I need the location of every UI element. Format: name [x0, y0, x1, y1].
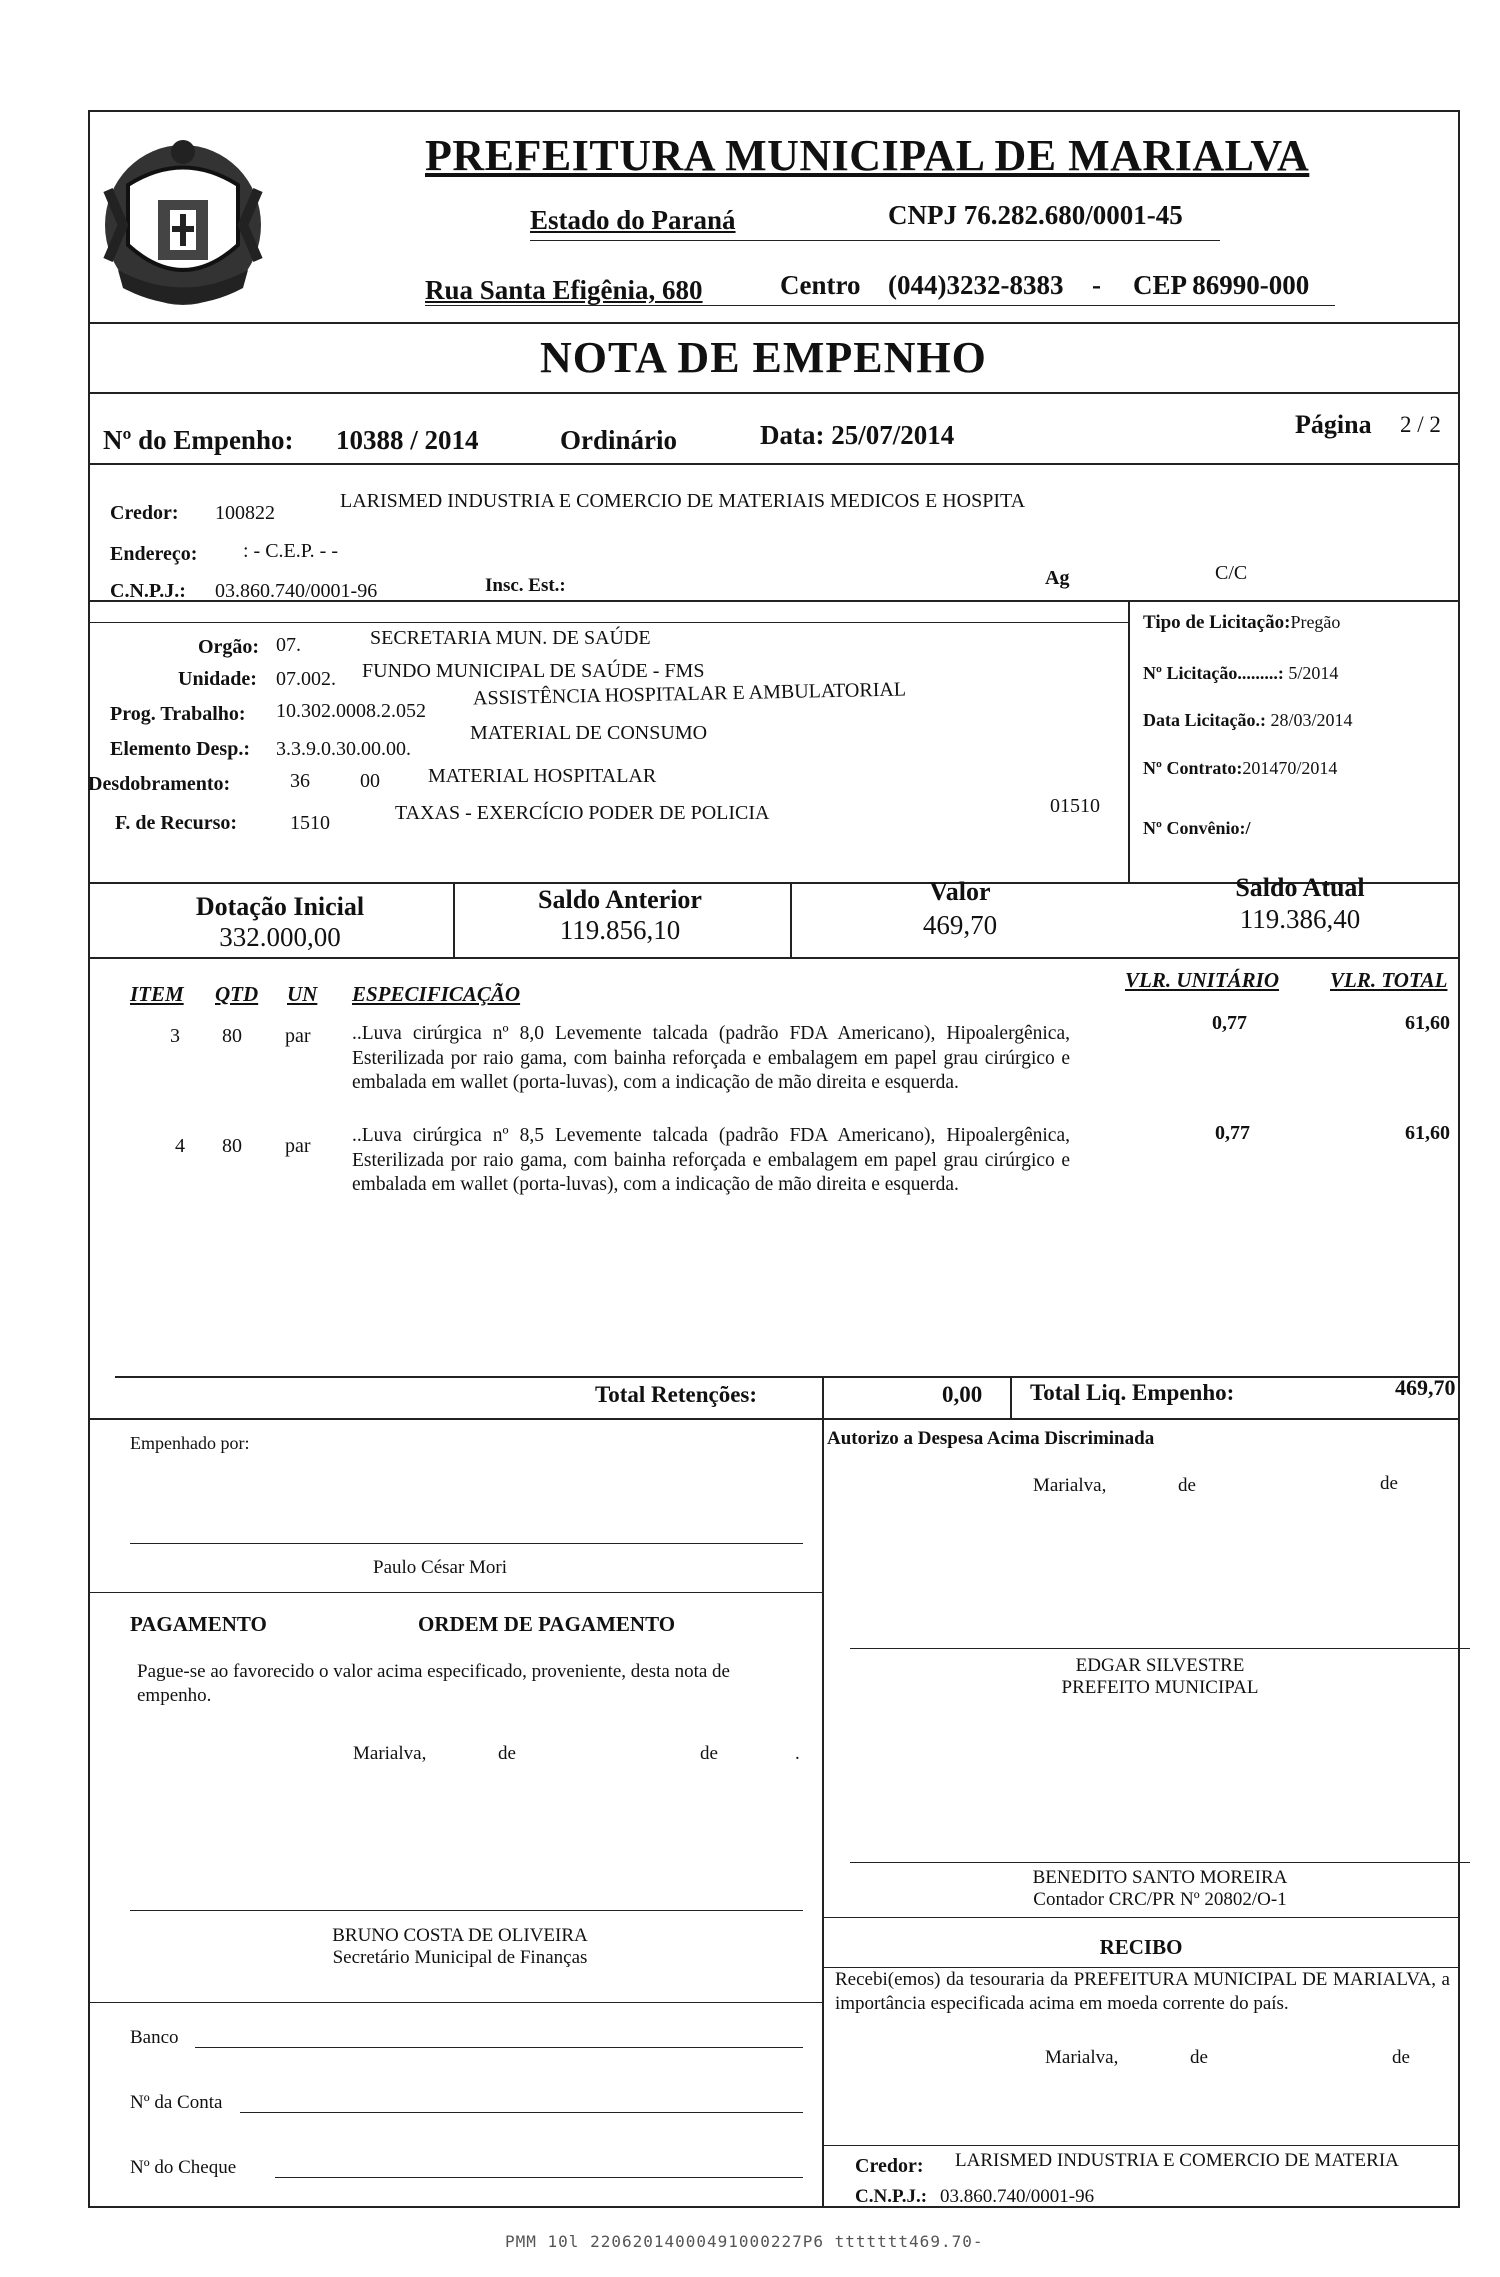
- elemento-code: 3.3.9.0.30.00.00.: [276, 738, 411, 760]
- recibo-de-2: de: [1392, 2047, 1410, 2068]
- divider-pagamento: [88, 1592, 822, 1593]
- col-valor-total: VLR. TOTAL: [1330, 968, 1448, 992]
- divider-banco: [88, 2002, 822, 2003]
- total-retencoes-value: 0,00: [942, 1382, 983, 1407]
- divider-totals-bottom: [88, 1418, 1460, 1420]
- empenhado-por-label: Empenhado por:: [130, 1433, 250, 1453]
- numero-convenio: Nº Convênio:/: [1143, 818, 1251, 838]
- item-3-unit-price: 0,77: [1212, 1012, 1247, 1034]
- credor-name: LARISMED INDUSTRIA E COMERCIO DE MATERIAIS MEDICOS E HOSPITA: [340, 490, 1026, 512]
- saldos-sep-1: [453, 882, 455, 957]
- pague-text: Pague-se ao favorecido o valor acima especificado, proveniente, desta nota de empenho.: [137, 1661, 730, 1706]
- data-licitacao-value: 28/03/2014: [1270, 710, 1353, 730]
- street-address: Rua Santa Efigênia, 680: [425, 275, 703, 305]
- ag-label: Ag: [1045, 567, 1070, 589]
- divider-saldos-bottom: [88, 957, 1460, 959]
- contador-block: [850, 1867, 1470, 1911]
- insc-est-label: Insc. Est.:: [485, 575, 566, 596]
- contador-name: BENEDITO SANTO MOREIRA: [1032, 1867, 1288, 1888]
- divider-empenho: [88, 463, 1460, 465]
- header-underline-2: [425, 305, 1335, 306]
- header-cnpj: CNPJ 76.282.680/0001-45: [888, 200, 1183, 230]
- ordem-pagamento-heading: ORDEM DE PAGAMENTO: [418, 1612, 676, 1636]
- prog-trabalho-code: 10.302.0008.2.052: [276, 700, 426, 722]
- recurso-name: TAXAS - EXERCÍCIO PODER DE POLICIA: [395, 802, 770, 824]
- prefeito-block: [850, 1655, 1470, 1699]
- state-name: Estado do Paraná: [530, 205, 736, 235]
- secretario-title: Secretário Municipal de Finanças: [332, 1947, 588, 1968]
- total-retencoes-label: Total Retenções:: [595, 1382, 758, 1407]
- district: Centro: [780, 270, 861, 300]
- cheque-line: [275, 2177, 803, 2178]
- contador-title: Contador CRC/PR Nº 20802/O-1: [1033, 1889, 1287, 1910]
- municipal-coat-of-arms-icon: [88, 130, 278, 320]
- credor-label: Credor:: [110, 502, 179, 524]
- footer-credor-label: Credor:: [855, 2155, 924, 2177]
- divider-credor: [88, 600, 1460, 602]
- recurso-label: F. de Recurso:: [115, 812, 238, 834]
- tipo-licitacao: Tipo de Licitação:Pregão: [1143, 612, 1341, 633]
- footer-credor-name: LARISMED INDUSTRIA E COMERCIO DE MATERIA: [955, 2150, 1399, 2171]
- item-3-description: ..Luva cirúrgica nº 8,0 Levemente talcada (padrão FDA Americano), Hipoalergênica, Esterilizada por raio gama, com bainha reforçada e embalagem em papel grau cirúrgico e embalada em wallet (porta-luvas), com a indicação de mão direita e esquerda.: [352, 1023, 1070, 1093]
- recibo-marialva: Marialva,: [1045, 2047, 1119, 2068]
- orgao-code: 07.: [276, 634, 301, 656]
- autorizo-marialva: Marialva,: [1033, 1475, 1107, 1496]
- autorizo-de-2: de: [1380, 1473, 1398, 1494]
- item-4-unit-price: 0,77: [1215, 1122, 1250, 1144]
- numero-contrato: Nº Contrato:201470/2014: [1143, 758, 1338, 778]
- saldo-atual-value: 119.386,40: [1239, 904, 1361, 934]
- totals-sep-1: [822, 1376, 824, 1418]
- unidade-name: FUNDO MUNICIPAL DE SAÚDE - FMS: [362, 660, 705, 682]
- endereco-value: : - C.E.P. - -: [243, 540, 338, 562]
- unidade-code: 07.002.: [276, 668, 336, 690]
- signer-empenhado: Paulo César Mori: [373, 1557, 508, 1578]
- municipality-title: PREFEITURA MUNICIPAL DE MARIALVA: [425, 131, 1310, 180]
- recibo-de-1: de: [1190, 2047, 1208, 2068]
- col-qtd: QTD: [215, 982, 259, 1006]
- col-especificacao: ESPECIFICAÇÃO: [352, 982, 521, 1006]
- saldo-anterior-value: 119.856,10: [559, 915, 681, 945]
- empenho-number-value: 10388 / 2014: [336, 425, 479, 455]
- numero-licitacao-value: 5/2014: [1288, 663, 1339, 683]
- cnpj-value: 03.860.740/0001-96: [215, 580, 378, 602]
- header-dash: -: [1092, 270, 1101, 300]
- pagamento-marialva: Marialva,: [353, 1743, 427, 1764]
- item-3-total: 61,60: [1405, 1012, 1450, 1034]
- banco-line: [195, 2047, 803, 2048]
- tipo-licitacao-value: Pregão: [1290, 612, 1341, 632]
- orgao-name: SECRETARIA MUN. DE SAÚDE: [370, 627, 651, 649]
- item-3-qtd: 80: [222, 1025, 242, 1047]
- col-item: ITEM: [130, 982, 184, 1006]
- endereco-label: Endereço:: [110, 543, 198, 565]
- recurso-code: 1510: [290, 812, 330, 834]
- empenho-type: Ordinário: [560, 425, 678, 455]
- item-3-un: par: [285, 1025, 311, 1047]
- col-un: UN: [287, 982, 318, 1006]
- divider-title-top: [88, 322, 1460, 324]
- item-4-number: 4: [175, 1135, 185, 1157]
- cc-label: C/C: [1215, 562, 1248, 584]
- recurso-code-2: 01510: [1050, 795, 1100, 817]
- desdobramento-sub: 00: [360, 770, 380, 792]
- orgao-label: Orgão:: [198, 636, 260, 658]
- pagamento-dot: .: [795, 1743, 800, 1764]
- footer-vertical-divider: [822, 1418, 824, 2208]
- page-label: Página: [1295, 410, 1372, 439]
- recibo-heading: RECIBO: [1099, 1935, 1183, 1959]
- prog-trabalho-label: Prog. Trabalho:: [110, 703, 246, 725]
- secretario-block: [160, 1925, 760, 1969]
- elemento-label: Elemento Desp.:: [110, 738, 250, 760]
- item-4-qtd: 80: [222, 1135, 242, 1157]
- totals-sep-2: [1010, 1376, 1012, 1418]
- header-underline-1: [530, 240, 1220, 241]
- document-title: NOTA DE EMPENHO: [540, 333, 987, 382]
- banco-label: Banco: [130, 2027, 179, 2048]
- empenho-date: Data: 25/07/2014: [760, 420, 955, 450]
- valor-label: Valor: [929, 877, 991, 906]
- item-4-description: ..Luva cirúrgica nº 8,5 Levemente talcada (padrão FDA Americano), Hipoalergênica, Esterilizada por raio gama, com bainha reforçada e embalagem em papel grau cirúrgico e embalada em wallet (porta-luvas), com a indicação de mão direita e esquerda.: [352, 1125, 1070, 1195]
- empenho-number-label: Nº do Empenho:: [103, 425, 294, 455]
- numero-contrato-value: 201470/2014: [1242, 758, 1338, 778]
- cep: CEP 86990-000: [1133, 270, 1310, 300]
- item-3-number: 3: [170, 1025, 180, 1047]
- elemento-name: MATERIAL DE CONSUMO: [470, 722, 708, 744]
- data-licitacao: Data Licitação.: 28/03/2014: [1143, 710, 1353, 730]
- cnpj-label: C.N.P.J.:: [110, 580, 186, 602]
- dotacao-inicial-value: 332.000,00: [219, 922, 341, 952]
- numero-licitacao: Nº Licitação.........: 5/2014: [1143, 663, 1339, 683]
- unidade-label: Unidade:: [178, 668, 257, 690]
- prefeito-name: EDGAR SILVESTRE: [1075, 1655, 1245, 1676]
- footer-cnpj-label: C.N.P.J.:: [855, 2186, 928, 2207]
- divider-credor-footer: [822, 2145, 1460, 2146]
- signature-line-empenhado: [130, 1543, 803, 1544]
- divider-totals-top: [115, 1376, 1460, 1378]
- pagamento-heading: PAGAMENTO: [130, 1612, 267, 1636]
- bottom-barcode-code: PMM 10l 22062014000491000227P6 ttttttt469.70-: [505, 2232, 984, 2251]
- secretario-name: BRUNO COSTA DE OLIVEIRA: [332, 1925, 588, 1946]
- col-valor-unitario: VLR. UNITÁRIO: [1125, 968, 1280, 992]
- cheque-label: Nº do Cheque: [130, 2157, 237, 2178]
- page-value: 2 / 2: [1400, 412, 1441, 437]
- total-liquido-value: 469,70: [1395, 1375, 1456, 1400]
- item-4-un: par: [285, 1135, 311, 1157]
- valor-value: 469,70: [922, 910, 998, 940]
- desdobramento-label: Desdobramento:: [88, 773, 231, 795]
- phone: (044)3232-8383: [888, 270, 1064, 300]
- saldo-atual-label: Saldo Atual: [1235, 873, 1365, 902]
- recibo-text: Recebi(emos) da tesouraria da PREFEITURA MUNICIPAL DE MARIALVA, a importância especificada acima em moeda corrente do país.: [835, 1969, 1450, 2014]
- signature-line-prefeito: [850, 1648, 1470, 1649]
- divider-dotacao-top: [88, 622, 1128, 623]
- credor-code: 100822: [215, 502, 275, 524]
- desdobramento-code: 36: [290, 770, 310, 792]
- divider-recibo: [822, 1917, 1460, 1918]
- divider-licitacao: [1128, 600, 1130, 882]
- footer-cnpj-value: 03.860.740/0001-96: [940, 2186, 1095, 2207]
- total-liquido-label: Total Liq. Empenho:: [1030, 1380, 1235, 1405]
- divider-title-bottom: [88, 392, 1460, 394]
- prog-trabalho-name: ASSISTÊNCIA HOSPITALAR E AMBULATORIAL: [472, 678, 907, 710]
- conta-label: Nº da Conta: [130, 2092, 223, 2113]
- conta-line: [240, 2112, 803, 2113]
- autorizo-de-1: de: [1178, 1475, 1196, 1496]
- pagamento-de-2: de: [700, 1743, 718, 1764]
- prefeito-title: PREFEITO MUNICIPAL: [1061, 1677, 1259, 1698]
- pagamento-de-1: de: [498, 1743, 516, 1764]
- signature-line-contador: [850, 1862, 1470, 1863]
- signature-line-secretario: [130, 1910, 803, 1911]
- saldo-anterior-label: Saldo Anterior: [538, 885, 702, 914]
- item-4-total: 61,60: [1405, 1122, 1450, 1144]
- desdobramento-name: MATERIAL HOSPITALAR: [428, 765, 657, 787]
- autorizo-label: Autorizo a Despesa Acima Discriminada: [827, 1428, 1155, 1449]
- saldos-sep-2: [790, 882, 792, 957]
- dotacao-inicial-label: Dotação Inicial: [195, 892, 365, 921]
